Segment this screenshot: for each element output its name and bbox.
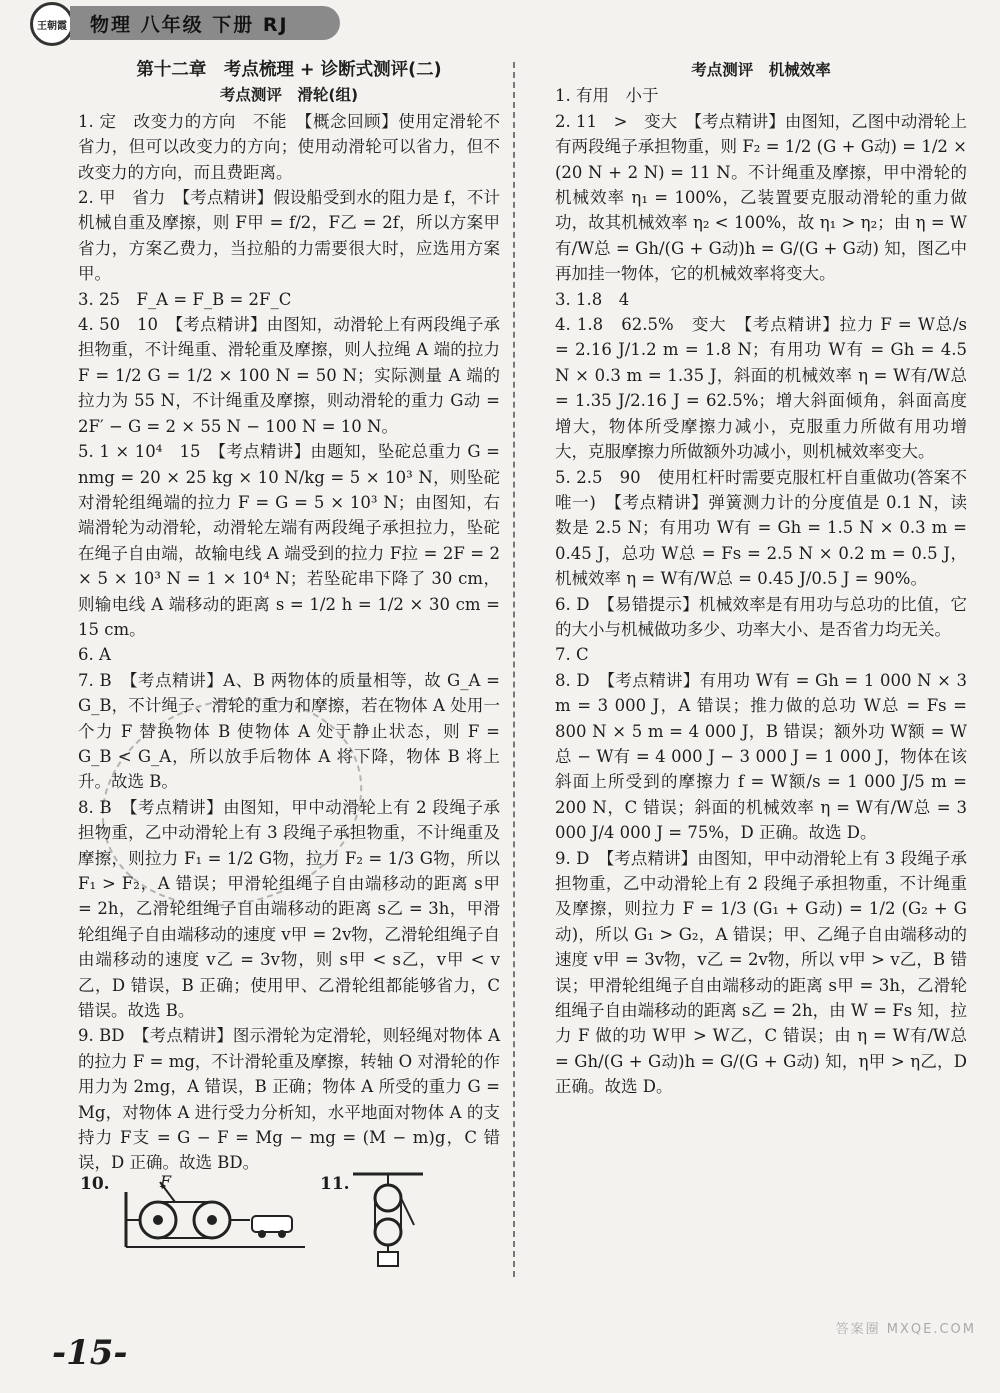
answer-item: 7. C: [555, 645, 589, 665]
chapter-title: 第十二章 考点梳理 + 诊断式测评(二): [136, 60, 442, 80]
answer-item: 4. 50 10 【考点精讲】由图知，动滑轮上有两段绳子承担物重，不计绳重、滑轮重及摩擦，则人拉绳 A 端的拉力 F = 1/2 G = 1/2 × 100 N = 50 N；实际测量 A 端的拉力为 55 N，不计绳重及摩擦，则动滑轮的重力 G动 = 2F′ − G = 2 × 55 N − 100 N = 10 N。: [78, 315, 500, 436]
answer-item: 2. 甲 省力 【考点精讲】假设船受到水的阻力是 f，不计机械自重及摩擦，则 F甲 = f/2，F乙 = 2f，所以方案甲省力，方案乙费力，当拉船的力需要很大时，应选用方案甲。: [78, 188, 500, 284]
answer-item: 5. 1 × 10⁴ 15 【考点精讲】由题知，坠砣总重力 G = nmg = 20 × 25 kg × 10 N/kg = 5 × 10³ N，则坠砣对滑轮组绳端的拉力 F = G = 5 × 10³ N；由图知，右端滑轮为动滑轮，动滑轮左端有两段绳子承担拉力，坠砣在绳子自由端，故输电线 A 端受到的拉力 F拉 = 2F = 2 × 5 × 10³ N = 1 × 10⁴ N；若坠砣串下降了 30 cm，则输电线 A 端移动的距离 s = 1/2 h = 1/2 × 30 cm = 15 cm。: [78, 442, 500, 639]
answer-item: 3. 1.8 4: [555, 289, 630, 309]
figure-11-label: 11.: [320, 1174, 350, 1194]
left-column: [78, 58, 500, 1176]
force-label: F: [160, 1172, 172, 1191]
answer-item: 8. B 【考点精讲】由图知，甲中动滑轮上有 2 段绳子承担物重，乙中动滑轮上有 3 段绳子承担物重，不计绳重及摩擦，则拉力 F₁ = 1/2 G物，拉力 F₂ = 1/3 G物，所以 F₁ > F₂，A 错误；甲滑轮组绳子自由端移动的距离 s甲 = 2h，乙滑轮组绳子自由端移动的距离 s乙 = 3h，甲滑轮组绳子自由端移动的速度 v甲 = 2v物，乙滑轮组绳子自由端移动的速度 v乙 = 3v物，则 s甲 < s乙，v甲 < v乙，D 错误，B 正确；使用甲、乙滑轮组都能够省力，C 错误。故选 B。: [78, 797, 500, 1021]
answer-item: 4. 1.8 62.5% 变大 【考点精讲】拉力 F = W总/s = 2.16 J/1.2 m = 1.8 N；有用功 W有 = Gh = 4.5 N × 0.3 m = 1.35 J，斜面的机械效率 η = W有/W总 = 1.35 J/2.16 J = 62.5%；增大斜面倾角，斜面高度增大，物体所受摩擦力减小，克服重力所做有用功增大，克服摩擦力所做额外功减小，则机械效率变大。: [555, 315, 967, 462]
answer-item: 9. BD 【考点精讲】图示滑轮为定滑轮，则轻绳对物体 A 的拉力 F = mg，不计滑轮重及摩擦，转轴 O 对滑轮的作用力为 2mg，A 错误，B 正确；物体 A 所受的重力 G = Mg，对物体 A 进行受力分析知，水平地面对物体 A 的支持力 F支 = G − F = Mg − mg = (M − m)g，C 错误，D 正确。故选 BD。: [78, 1026, 500, 1173]
publisher-logo: 王朝霞: [30, 2, 74, 46]
answer-item: 2. 11 > 变大 【考点精讲】由图知，乙图中动滑轮上有两段绳子承担物重，则 F₂ = 1/2 (G + G动) = 1/2 × (20 N + 2 N) = 11 N。不计绳重及摩擦，甲中滑轮的机械效率 η₁ = 100%，乙装置要克服动滑轮的重力做功，故其机械效率 η₂ < 100%，故 η₁ > η₂；由 η = W有/W总 = Gh/(G + G动)h = G/(G + G动) 知，图乙中再加挂一物体，它的机械效率将变大。: [555, 111, 967, 284]
header-title: 物理 八年级 下册 RJ: [90, 14, 289, 36]
answer-item: 9. D 【考点精讲】由图知，甲中动滑轮上有 3 段绳子承担物重，乙中动滑轮上有 2 段绳子承担物重，不计绳重及摩擦，则拉力 F = 1/3 (G₁ + G动) = 1/2 (G₂ + G动)，所以 G₁ > G₂，A 错误；甲、乙绳子自由端移动的速度 v甲 = 3v物，v乙 = 2v物，所以 v甲 > v乙，B 错误；甲滑轮组绳子自由端移动的距离 s甲 = 3h，乙滑轮组绳子自由端移动的距离 s乙 = 2h，由 W = Fs 知，拉力 F 做的功 W甲 > W乙，C 错误；由 η = W有/W总 = Gh/(G + G动)h = G/(G + G动) 知，η甲 > η乙，D 正确。故选 D。: [555, 848, 967, 1097]
column-divider: [513, 62, 515, 1277]
figure-10-label: 10.: [80, 1174, 110, 1194]
answer-item: 5. 2.5 90 使用杠杆时需要克服杠杆自重做功(答案不唯一) 【考点精讲】弹簧测力计的分度值是 0.1 N，读数是 2.5 N；有用功 W有 = Gh = 1.5 N × 0.3 m = 0.45 J，总功 W总 = Fs = 2.5 N × 0.2 m = 0.5 J，机械效率 η = W有/W总 = 0.45 J/0.5 J = 90%。: [555, 467, 967, 589]
answer-item: 3. 25 F_A = F_B = 2F_C: [78, 289, 292, 309]
answer-item: 6. A: [78, 645, 111, 665]
section-subtitle-pulley: 考点测评 滑轮(组): [219, 86, 359, 105]
pulley-block-diagram: [348, 1170, 428, 1270]
answer-item: 1. 定 改变力的方向 不能 【概念回顾】使用定滑轮不省力，但可以改变力的方向；使用动滑轮可以省力，但不改变力的方向，而且费距离。: [78, 111, 500, 182]
answer-item: 1. 有用 小于: [555, 86, 659, 106]
answer-item: 6. D 【易错提示】机械效率是有用功与总功的比值，它的大小与机械做功多少、功率大小、是否省力均无关。: [555, 594, 967, 639]
watermark: 答案圈 MXQE.COM: [835, 1322, 976, 1337]
section-subtitle-efficiency: 考点测评 机械效率: [691, 61, 831, 79]
page-header: [0, 0, 1000, 48]
right-column: [555, 58, 967, 1100]
answer-figures: [80, 1172, 510, 1267]
page-number: -15-: [52, 1333, 128, 1373]
pulley-car-diagram: [120, 1172, 310, 1252]
answer-item: 7. B 【考点精讲】A、B 两物体的质量相等，故 G_A = G_B，不计绳子、滑轮的重力和摩擦，若在物体 A 处用一个力 F 替换物体 B 使物体 A 处于静止状态，则 F = G_B < G_A，所以放手后物体 A 将下降，物体 B 将上升。故选 B。: [78, 670, 500, 792]
answer-item: 8. D 【考点精讲】有用功 W有 = Gh = 1 000 N × 3 m = 3 000 J，A 错误；推力做的总功 W总 = Fs = 800 N × 5 m = 4 000 J，B 错误；额外功 W额 = W总 − W有 = 4 000 J − 3 000 J = 1 000 J，物体在该斜面上所受到的摩擦力 f = W额/s = 1 000 J/5 m = 200 N，C 错误；斜面的机械效率 η = W有/W总 = 3 000 J/4 000 J = 75%，D 正确。故选 D。: [555, 670, 967, 843]
